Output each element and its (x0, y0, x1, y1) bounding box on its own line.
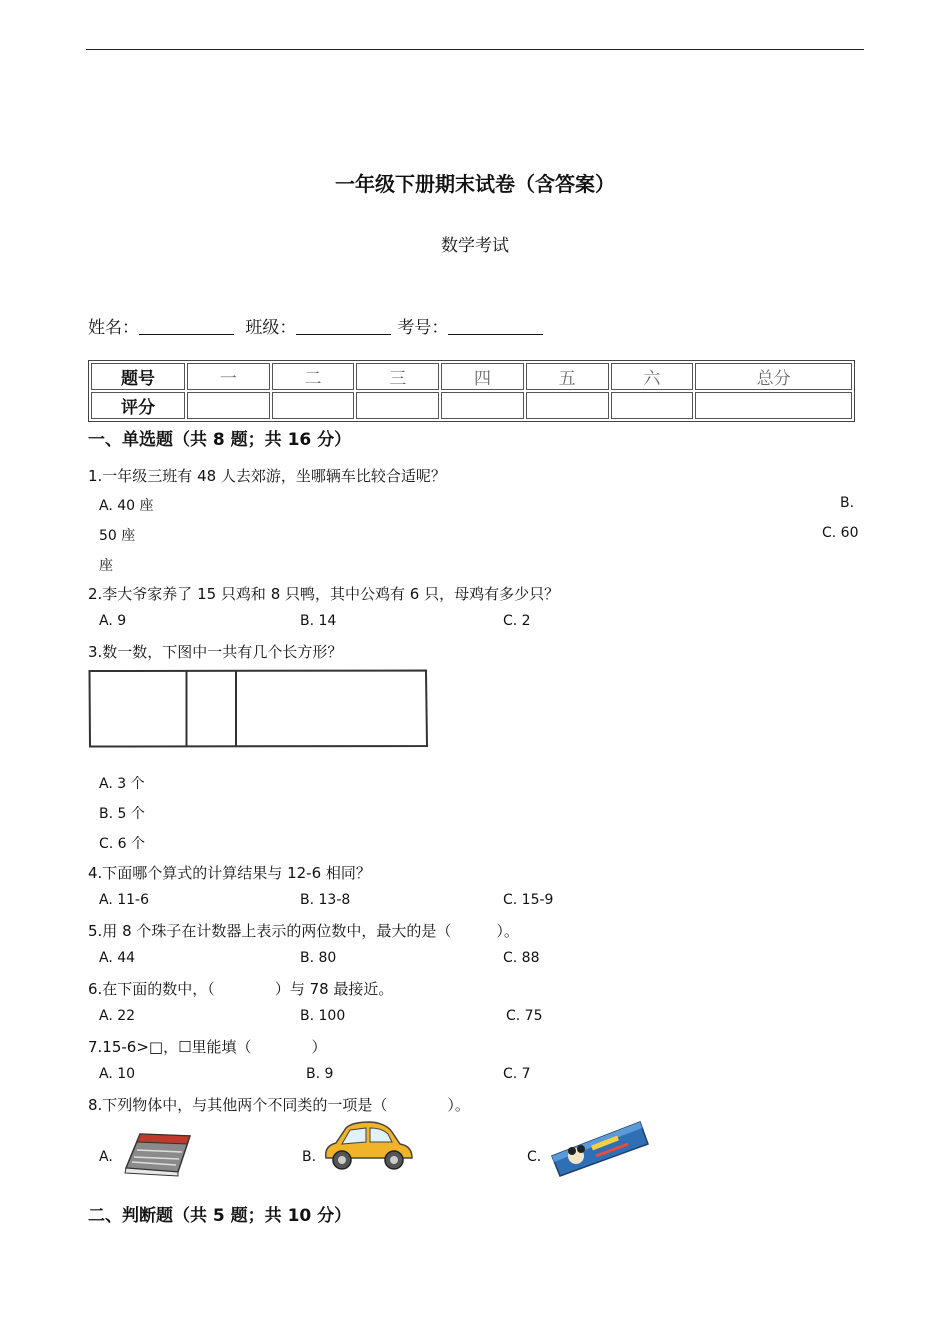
car-icon (320, 1118, 416, 1174)
question-4-option-a[interactable]: A. 11-6 (99, 892, 150, 908)
book-icon (120, 1128, 194, 1178)
question-7-option-c[interactable]: C. 7 (503, 1066, 531, 1082)
number-blank[interactable] (448, 318, 543, 335)
question-6-text: 6.在下面的数中，（ ）与 78 最接近。 (88, 980, 394, 998)
question-1-option-c-prefix[interactable]: C. 60 (822, 525, 859, 541)
question-5-option-a[interactable]: A. 44 (99, 950, 136, 966)
header-rule (86, 49, 864, 50)
score-cell-6[interactable] (611, 392, 694, 419)
question-2-option-a[interactable]: A. 9 (99, 613, 127, 629)
rectangles-figure (88, 669, 430, 749)
score-row-label-score: 评分 (91, 392, 185, 419)
question-1-text: 1.一年级三班有 48 人去郊游，坐哪辆车比较合适呢？ (88, 467, 446, 485)
student-info-line (88, 313, 549, 338)
class-blank[interactable] (296, 318, 391, 335)
question-6-option-c[interactable]: C. 75 (506, 1008, 543, 1024)
question-5-option-b[interactable]: B. 80 (300, 950, 337, 966)
score-cell-5[interactable] (526, 392, 609, 419)
name-label: 姓名： (88, 318, 139, 338)
score-table-score-row (91, 392, 852, 419)
question-3-option-a[interactable]: A. 3 个 (99, 776, 145, 792)
score-cell-2[interactable] (272, 392, 355, 419)
question-6-option-b[interactable]: B. 100 (300, 1008, 346, 1024)
question-2-text: 2.李大爷家养了 15 只鸡和 8 只鸭，其中公鸡有 6 只，母鸡有多少只？ (88, 585, 560, 603)
question-1-option-a[interactable]: A. 40 座 (99, 498, 154, 514)
question-6-option-a[interactable]: A. 22 (99, 1008, 136, 1024)
class-label: 班级： (245, 318, 297, 338)
score-cell-3[interactable] (356, 392, 439, 419)
question-5-text: 5.用 8 个珠子在计数器上表示的两位数中，最大的是（ ）。 (88, 922, 519, 940)
score-col-2: 二 (272, 363, 355, 390)
question-3-option-c[interactable]: C. 6 个 (99, 836, 146, 852)
question-2-option-c[interactable]: C. 2 (503, 613, 531, 629)
pencil-box-icon (548, 1118, 650, 1180)
question-3-text: 3.数一数，下图中一共有几个长方形？ (88, 643, 343, 661)
score-cell-4[interactable] (441, 392, 524, 419)
page-title: 一年级下册期末试卷（含答案） (335, 172, 615, 196)
score-col-5: 五 (526, 363, 609, 390)
question-8-option-c[interactable]: C. (527, 1149, 542, 1165)
score-col-1: 一 (187, 363, 270, 390)
score-table-header-row (91, 363, 852, 390)
page-subtitle: 数学考试 (441, 236, 509, 256)
question-8-option-a[interactable]: A. (99, 1149, 113, 1165)
question-5-option-c[interactable]: C. 88 (503, 950, 540, 966)
question-8-option-b[interactable]: B. (302, 1149, 317, 1165)
section-1-title: 一、单选题（共 8 题；共 16 分） (88, 430, 352, 450)
score-col-total: 总分 (695, 363, 852, 390)
number-label: 考号： (397, 318, 449, 338)
question-1-option-b-value[interactable]: 50 座 (99, 528, 136, 544)
score-cell-1[interactable] (187, 392, 270, 419)
score-col-6: 六 (611, 363, 694, 390)
question-4-option-c[interactable]: C. 15-9 (503, 892, 554, 908)
question-7-option-a[interactable]: A. 10 (99, 1066, 136, 1082)
question-7-text: 7.15-6>□，☐里能填（ ） (88, 1038, 327, 1056)
question-7-option-b[interactable]: B. 9 (306, 1066, 334, 1082)
question-1-option-c-unit[interactable]: 座 (99, 558, 113, 574)
score-table (88, 360, 855, 422)
section-2-title: 二、判断题（共 5 题；共 10 分） (88, 1206, 352, 1226)
score-col-4: 四 (441, 363, 524, 390)
question-4-text: 4.下面哪个算式的计算结果与 12-6 相同？ (88, 864, 371, 882)
question-1-option-b-prefix[interactable]: B. (840, 495, 855, 511)
question-3-option-b[interactable]: B. 5 个 (99, 806, 145, 822)
score-col-3: 三 (356, 363, 439, 390)
score-row-label-number: 题号 (91, 363, 185, 390)
question-2-option-b[interactable]: B. 14 (300, 613, 337, 629)
question-4-option-b[interactable]: B. 13-8 (300, 892, 351, 908)
question-8-text: 8.下列物体中，与其他两个不同类的一项是（ ）。 (88, 1096, 470, 1114)
name-blank[interactable] (139, 318, 234, 335)
score-cell-total[interactable] (695, 392, 852, 419)
